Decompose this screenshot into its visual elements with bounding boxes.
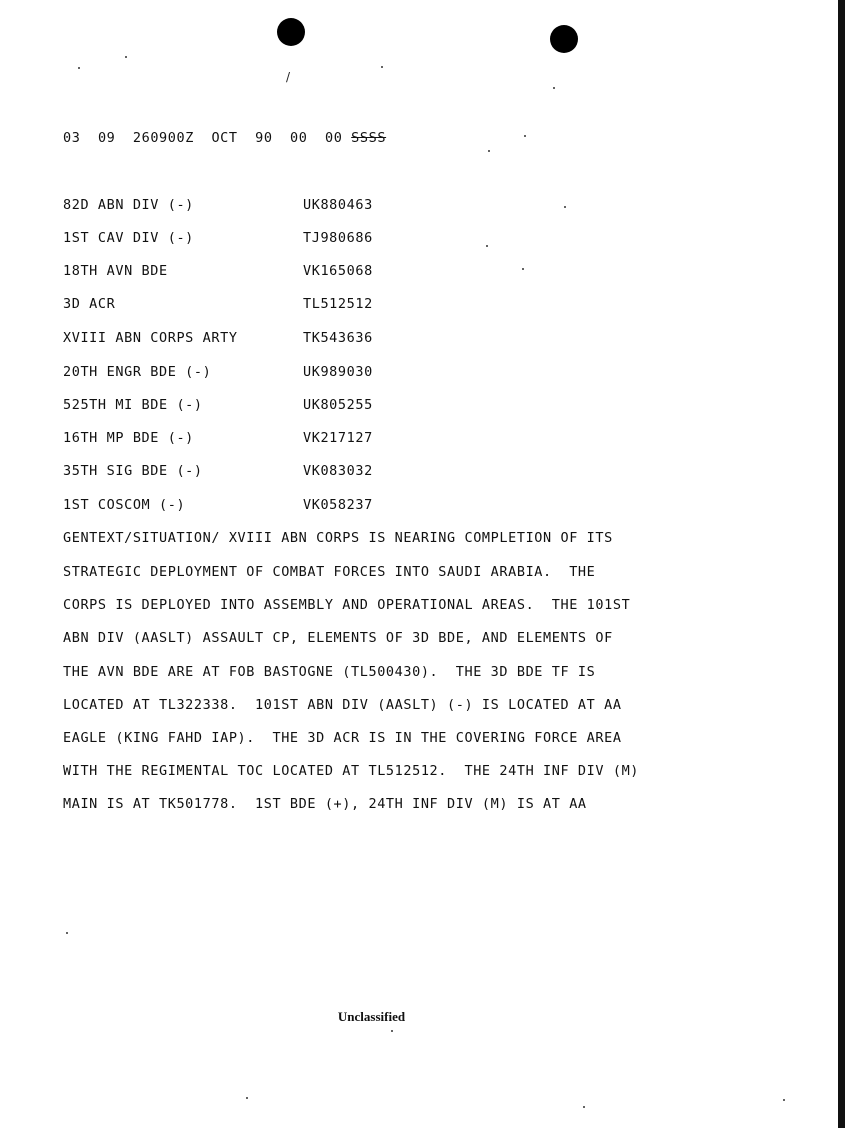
grid-reference: VK058237	[303, 497, 373, 513]
scan-speck	[583, 1106, 585, 1108]
header-field: 09	[97, 130, 116, 146]
grid-reference: UK805255	[303, 397, 373, 413]
classification-footer: Unclassified	[337, 1009, 406, 1024]
gentext-line: ABN DIV (AASLT) ASSAULT CP, ELEMENTS OF 3D BDE, AND ELEMENTS OF	[63, 630, 613, 646]
scan-speck	[486, 245, 488, 247]
stray-mark: /	[286, 70, 291, 84]
gentext-line: STRATEGIC DEPLOYMENT OF COMBAT FORCES INTO SAUDI ARABIA. THE	[63, 564, 596, 580]
header-field: 260900Z	[132, 130, 194, 146]
gentext-line: WITH THE REGIMENTAL TOC LOCATED AT TL512512. THE 24TH INF DIV (M)	[63, 763, 640, 779]
grid-reference: TJ980686	[303, 230, 373, 246]
grid-reference: VK083032	[303, 463, 373, 479]
punch-hole-right	[550, 25, 578, 53]
scan-speck	[66, 932, 68, 934]
grid-reference: TK543636	[303, 330, 373, 346]
gentext-line: CORPS IS DEPLOYED INTO ASSEMBLY AND OPERATIONAL AREAS. THE 101ST	[63, 597, 631, 613]
unit-name: 1ST COSCOM (-)	[63, 497, 186, 513]
scan-speck	[381, 66, 383, 68]
grid-reference: UK989030	[303, 364, 373, 380]
scan-speck	[524, 135, 526, 137]
scan-speck	[783, 1099, 785, 1101]
gentext-line: MAIN IS AT TK501778. 1ST BDE (+), 24TH INF DIV (M) IS AT AA	[63, 796, 587, 812]
message-header-line	[63, 130, 386, 146]
scan-speck	[391, 1030, 393, 1032]
struck-header-field: SSSS	[351, 130, 387, 146]
scan-speck	[564, 206, 566, 208]
grid-reference: VK165068	[303, 263, 373, 279]
scan-speck	[488, 150, 490, 152]
scan-speck	[125, 56, 127, 58]
gentext-line: LOCATED AT TL322338. 101ST ABN DIV (AASLT) (-) IS LOCATED AT AA	[63, 697, 622, 713]
punch-hole-left	[277, 18, 305, 46]
unit-name: 16TH MP BDE (-)	[63, 430, 194, 446]
grid-reference: VK217127	[303, 430, 373, 446]
header-field: 00	[290, 130, 308, 146]
scan-edge-bar	[838, 0, 845, 1128]
header-field: 90	[255, 130, 273, 146]
scan-speck	[78, 67, 80, 69]
unit-name: 82D ABN DIV (-)	[63, 197, 194, 213]
scan-speck	[246, 1097, 248, 1099]
unit-name: 1ST CAV DIV (-)	[63, 230, 194, 246]
scan-speck	[522, 268, 524, 270]
gentext-line: GENTEXT/SITUATION/ XVIII ABN CORPS IS NEARING COMPLETION OF ITS	[63, 530, 613, 546]
grid-reference: UK880463	[303, 197, 373, 213]
header-field: 00	[324, 130, 343, 146]
header-field: OCT	[211, 130, 238, 146]
gentext-line: EAGLE (KING FAHD IAP). THE 3D ACR IS IN THE COVERING FORCE AREA	[63, 730, 622, 746]
gentext-line: THE AVN BDE ARE AT FOB BASTOGNE (TL500430). THE 3D BDE TF IS	[63, 664, 596, 680]
unit-name: 3D ACR	[63, 296, 116, 312]
unit-name: 525TH MI BDE (-)	[63, 397, 203, 413]
unit-name: XVIII ABN CORPS ARTY	[63, 330, 238, 346]
unit-name: 20TH ENGR BDE (-)	[63, 364, 212, 380]
header-field: 03	[63, 130, 81, 146]
unit-name: 35TH SIG BDE (-)	[63, 463, 203, 479]
grid-reference: TL512512	[303, 296, 373, 312]
scan-speck	[553, 87, 555, 89]
unit-name: 18TH AVN BDE	[63, 263, 168, 279]
